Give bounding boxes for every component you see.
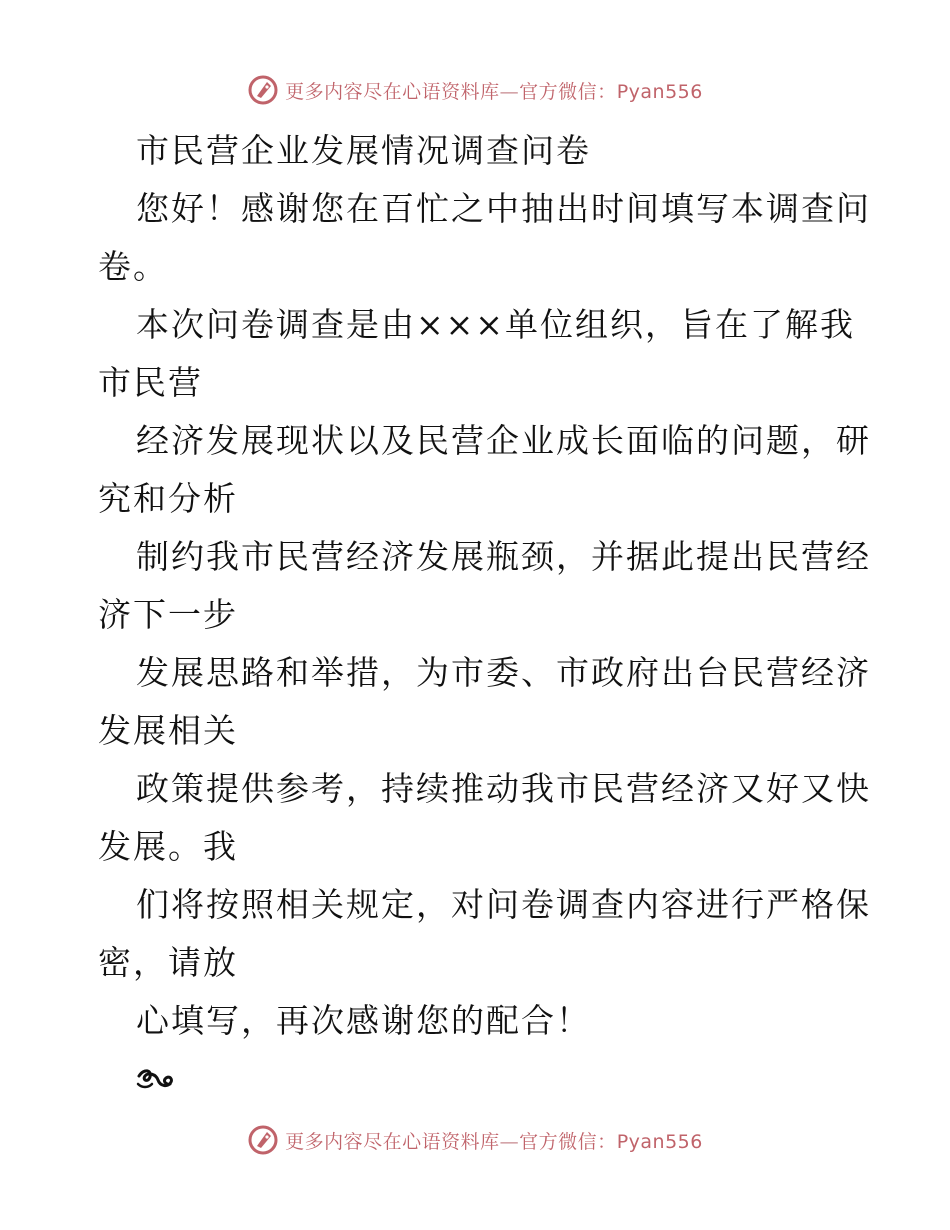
paragraph-line: 究和分析	[98, 479, 238, 518]
paragraph-line: 心填写，再次感谢您的配合！	[136, 1001, 591, 1040]
paragraph-line: 政策提供参考，持续推动我市民营经济又好又快	[136, 769, 871, 808]
paragraph-line: 经济发展现状以及民营企业成长面临的问题，研	[136, 421, 871, 460]
paragraph-line: 您好！感谢您在百忙之中抽出时间填写本调查问	[136, 189, 871, 228]
header-watermark	[0, 70, 950, 110]
document-title: 市民营企业发展情况调查问卷	[136, 131, 591, 170]
paragraph-line: 发展思路和举措，为市委、市政府出台民营经济	[136, 653, 871, 692]
footer-watermark	[0, 1120, 950, 1160]
pen-nib-circle-icon	[247, 1124, 279, 1156]
paragraph-line: 制约我市民营经济发展瓶颈，并据此提出民营经	[136, 537, 871, 576]
paragraph-line: 济下一步	[98, 595, 238, 634]
paragraph-line: 密，请放	[98, 943, 238, 982]
paragraph-line: 本次问卷调查是由×××单位组织，旨在了解我	[136, 305, 855, 344]
paragraph-line: 市民营	[98, 363, 203, 402]
paragraph-line: 发展。我	[98, 827, 238, 866]
document-body	[98, 122, 871, 1050]
watermark-text: 更多内容尽在心语资料库—官方微信：Pyan556	[285, 1130, 703, 1153]
paragraph-line: 卷。	[98, 247, 168, 286]
watermark-text: 更多内容尽在心语资料库—官方微信：Pyan556	[285, 80, 703, 103]
flourish-ornament-icon	[136, 1066, 174, 1096]
paragraph-line: 们将按照相关规定，对问卷调查内容进行严格保	[136, 885, 871, 924]
pen-nib-circle-icon	[247, 74, 279, 106]
paragraph-line: 发展相关	[98, 711, 238, 750]
